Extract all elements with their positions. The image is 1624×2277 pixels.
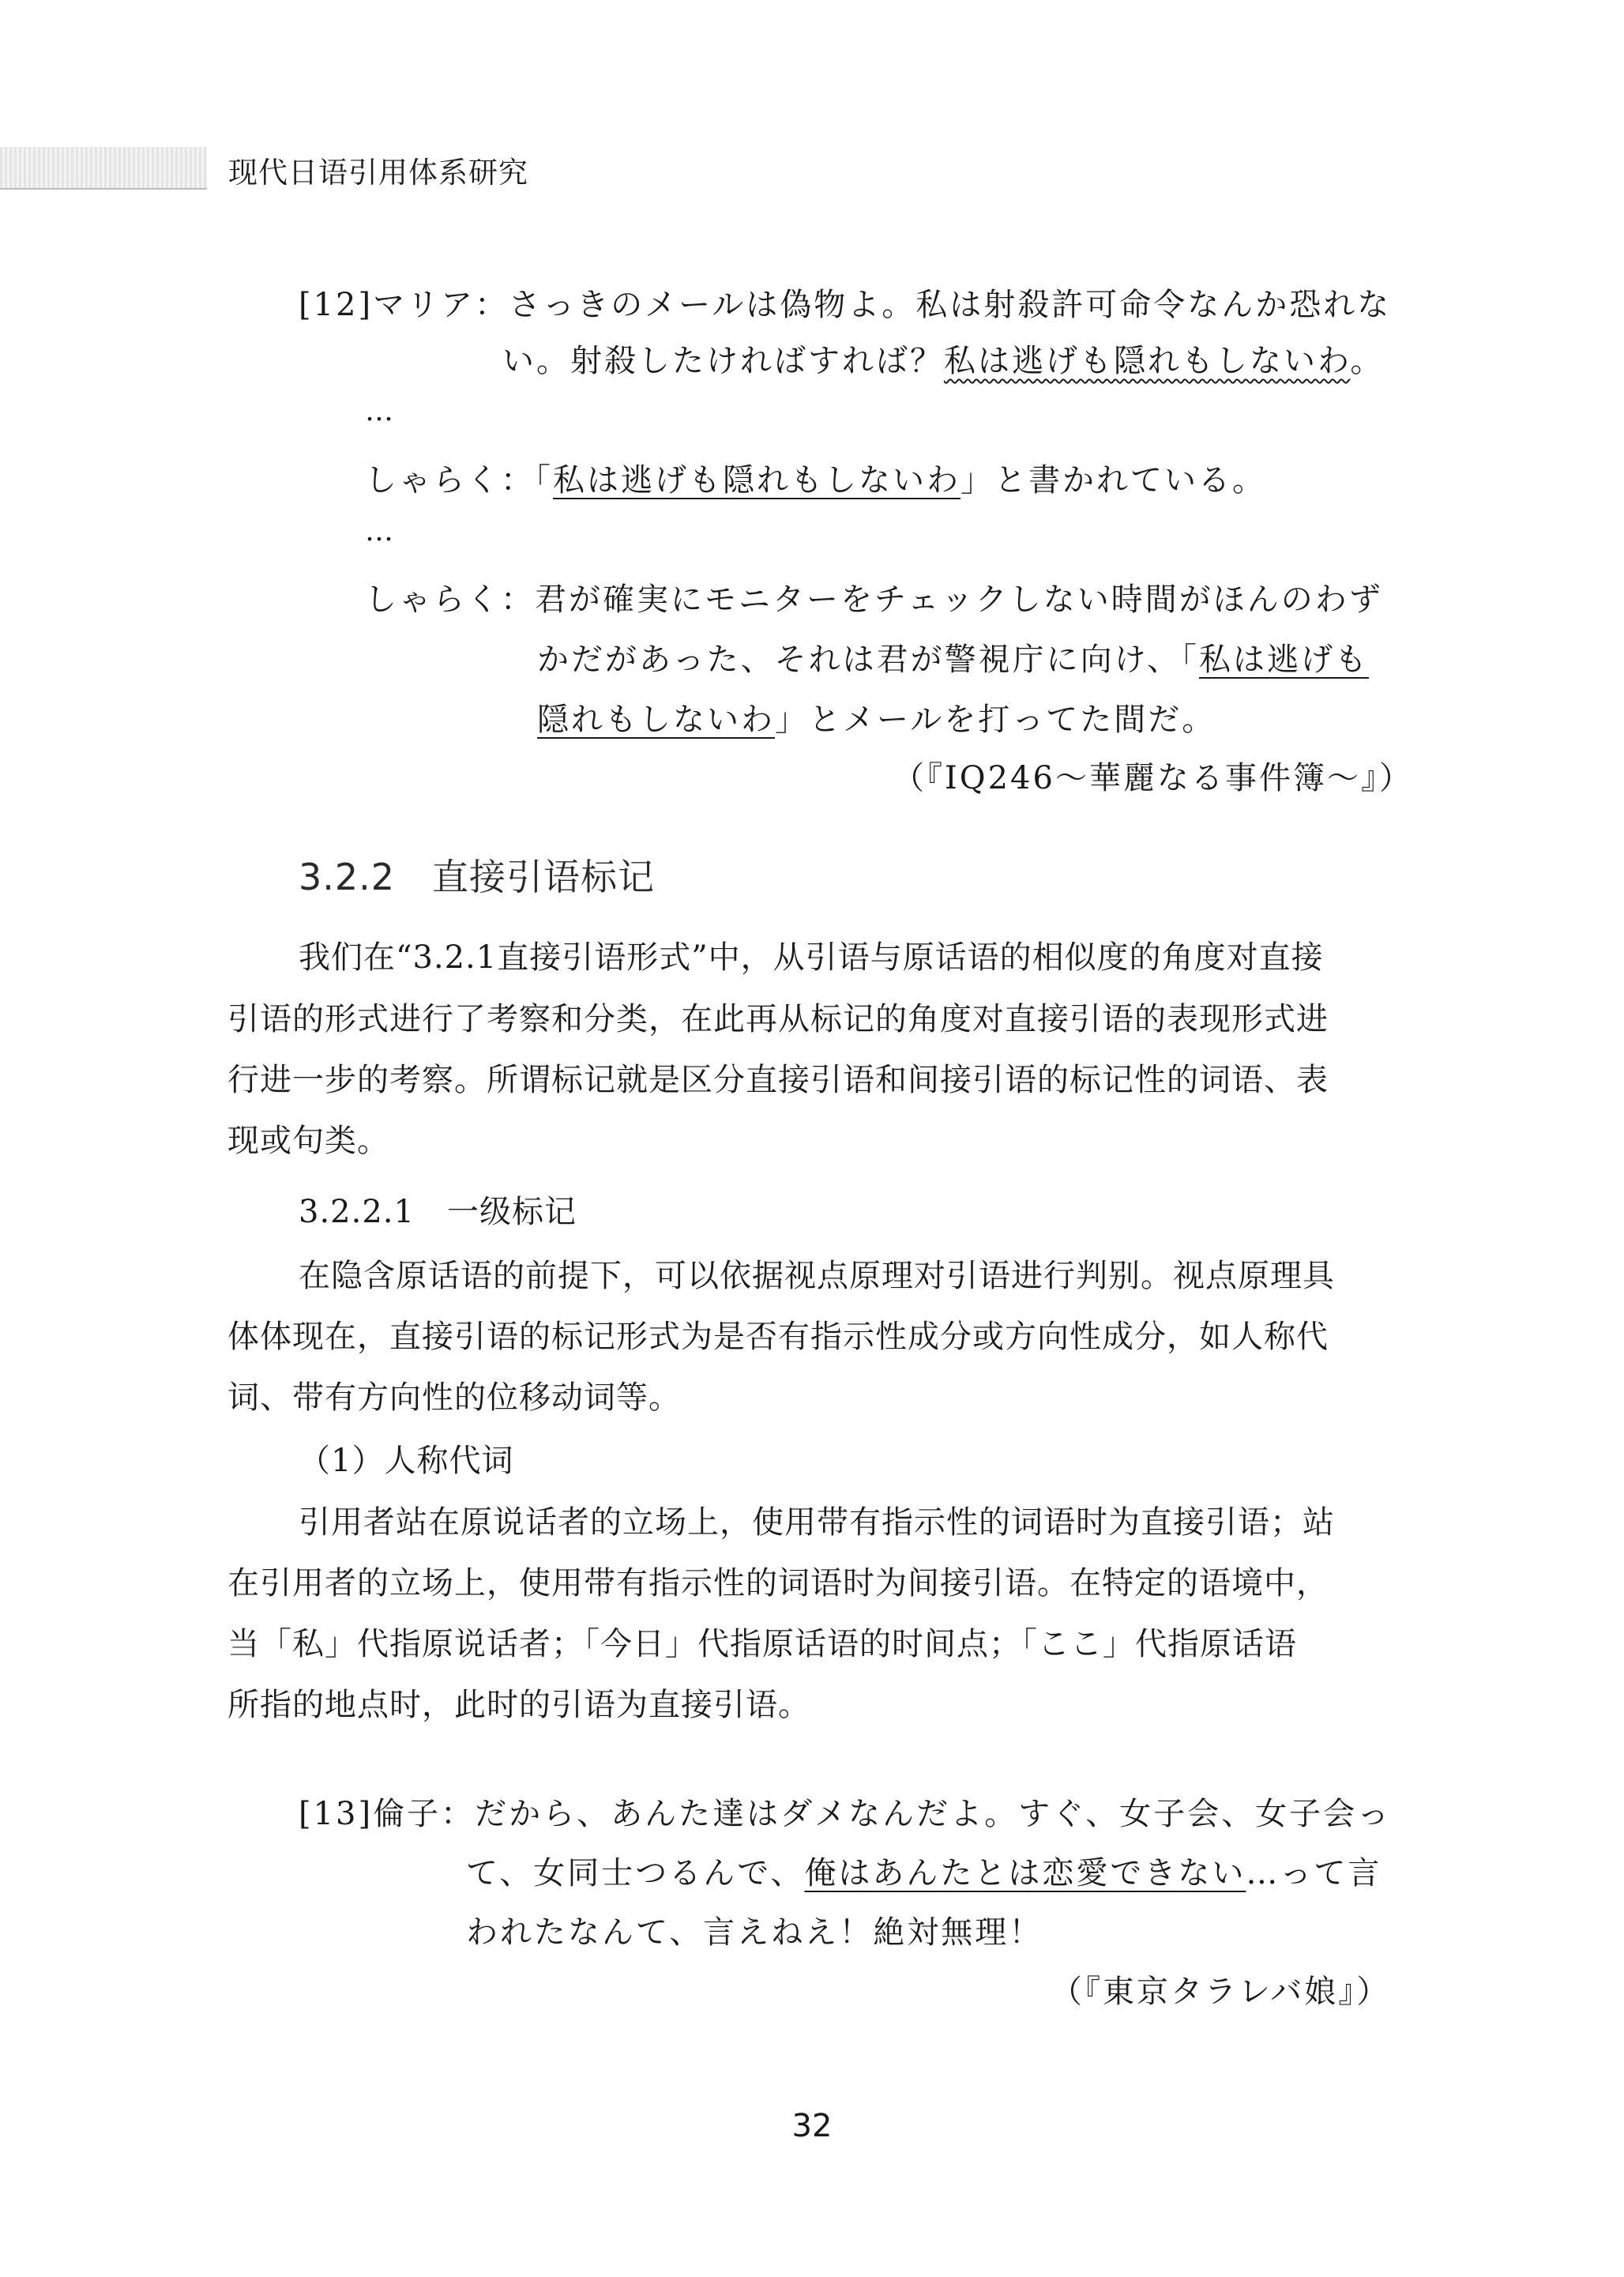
example-13-line-1	[299, 1794, 1391, 1834]
example-12-line-5	[537, 640, 1369, 679]
running-head-bar	[0, 147, 207, 190]
underlined-quote: 私は逃げも隠れもしないわ	[553, 462, 960, 499]
dialogue-text: い。射殺したければすれば？	[502, 343, 944, 379]
paragraph-3-line-4: 所指的地点时，此时的引语为直接引语。	[227, 1687, 810, 1723]
paragraph-3-line-2: 在引用者的立场上，使用带有指示性的词语时为间接引语。在特定的语境中，	[227, 1565, 1329, 1601]
paragraph-2-line-1: 在隐含原话语的前提下，可以依据视点原理对引语进行判别。视点原理具	[299, 1258, 1335, 1294]
ellipsis: …	[365, 395, 393, 427]
paragraph-3-line-1: 引用者站在原说话者的立场上，使用带有指示性的词语时为直接引语；站	[299, 1504, 1335, 1541]
paragraph-1-line-1: 我们在“3.2.1直接引语形式”中，从引语与原话语的相似度的角度对直接	[299, 939, 1324, 976]
paragraph-2-line-3: 词、带有方向性的位移动词等。	[227, 1379, 681, 1416]
dialogue-text: …って言	[1246, 1855, 1382, 1891]
dialogue-text: 「	[535, 462, 553, 499]
example-13-line-3: われたなんて、言えねえ！絶対無理！	[466, 1914, 1043, 1951]
dialogue-text: だから、あんた達はダメなんだよ。すぐ、女子会、女子会っ	[475, 1796, 1392, 1832]
example-12-line-4	[365, 580, 1383, 619]
page-number: 32	[791, 2108, 833, 2144]
underlined-quote: 俺はあんたとは恋愛できない	[804, 1855, 1246, 1891]
dialogue-text: て、女同士つるんで、	[466, 1855, 805, 1891]
section-heading: 3.2.2 直接引语标记	[299, 856, 656, 898]
paragraph-1-line-4: 现或句类。	[227, 1123, 389, 1159]
wavy-underlined-quote: 私は逃げも隠れもしないわ	[944, 343, 1351, 379]
example-number: [12]	[299, 287, 374, 323]
example-13-line-2	[466, 1854, 1382, 1893]
subsection-heading: 3.2.2.1 一级标记	[299, 1194, 577, 1230]
example-12-line-1	[299, 285, 1391, 325]
dialogue-text: 」とメールを打ってた間だ。	[775, 702, 1216, 738]
running-head: 现代日语引用体系研究	[228, 156, 528, 190]
speaker: 倫子：	[373, 1796, 476, 1832]
underlined-quote: 隠れもしないわ	[537, 702, 775, 738]
example-12-line-2	[502, 341, 1384, 381]
speaker: マリア：	[373, 287, 509, 323]
paragraph-2-line-2: 体体现在，直接引语的标记形式为是否有指示性成分或方向性成分，如人称代	[227, 1319, 1329, 1355]
example-12-line-3	[365, 461, 1266, 500]
example-13-source: （『東京タラレバ娘』）	[1051, 1974, 1391, 2010]
paragraph-3-line-3: 当「私」代指原说话者；「今日」代指原话语的时间点；「ここ」代指原话语	[227, 1626, 1297, 1662]
speaker: しゃらく：	[365, 581, 535, 618]
item-heading: （1）人称代词	[299, 1443, 514, 1479]
dialogue-text: 。	[1350, 343, 1385, 379]
speaker: しゃらく：	[365, 462, 535, 499]
dialogue-text: 」と書かれている。	[960, 462, 1266, 499]
example-number: [13]	[299, 1796, 374, 1832]
ellipsis: …	[365, 515, 393, 548]
dialogue-text: 君が確実にモニターをチェックしない時間がほんのわず	[535, 581, 1383, 618]
paragraph-1-line-2: 引语的形式进行了考察和分类，在此再从标记的角度对直接引语的表现形式进	[227, 1001, 1329, 1037]
example-12-source: （『IQ246～華麗なる事件簿～』）	[893, 760, 1413, 796]
dialogue-text: さっきのメールは偽物よ。私は射殺許可命令なんか恐れな	[509, 287, 1392, 323]
underlined-quote: 私は逃げも	[1199, 642, 1369, 678]
example-12-line-6	[537, 700, 1216, 740]
dialogue-text: かだがあった、それは君が警視庁に向け、「	[537, 642, 1199, 678]
paragraph-1-line-3: 行进一步的考察。所谓标记就是区分直接引语和间接引语的标记性的词语、表	[227, 1062, 1329, 1098]
